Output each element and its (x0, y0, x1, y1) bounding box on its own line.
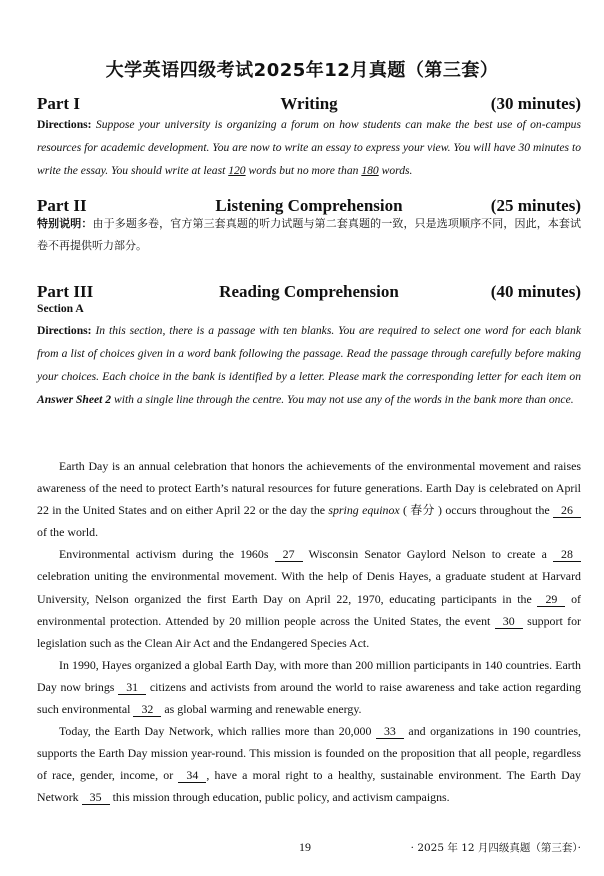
blank-33: 33 (376, 725, 404, 739)
directions-text: Suppose your university is organizing a forum on how students can make the best use of on-campus resources for academic development. You are now to write an essay to express your view. You will have 30 minutes to write the essay. You should write at least (37, 118, 581, 177)
passage-paragraph (37, 654, 581, 720)
blank-34: 34 (178, 769, 206, 783)
passage-text: as global warming and renewable energy. (161, 702, 362, 717)
page-number: 19 (299, 840, 311, 854)
passage-text: Earth Day is an annual celebration that honors the achievements of the environmental movement and raises awareness of the need to protect Earth’s natural resources for future generations. Earth Day is celebrated on April 22 in the United States and on either April 22 or the day the (37, 459, 581, 518)
directions-label: Directions: (37, 324, 92, 337)
passage-text: Today, the Earth Day Network, which rallies more than 20,000 (59, 724, 376, 739)
passage-paragraph (37, 543, 581, 653)
blank-27: 27 (275, 548, 303, 562)
max-words: 180 (361, 164, 379, 177)
passage-term: spring equinox (328, 503, 400, 518)
listening-note (37, 213, 581, 257)
passage-text: Environmental activism during the 1960s (59, 547, 275, 562)
section-label: Section A (37, 302, 84, 315)
passage-paragraph (37, 720, 581, 808)
directions-text: words but no more than (245, 164, 362, 177)
part-label: Part I (37, 94, 80, 113)
directions-text: with a single line through the centre. You may not use any of the words in the bank more than once. (111, 393, 574, 406)
passage-text: of environmental protection. Attended by 20 million people across the United States, the event (37, 591, 581, 628)
answer-sheet-ref: Answer Sheet 2 (37, 393, 112, 406)
passage-text: of the world. (37, 525, 99, 540)
passage-text: ( 春分 ) occurs throughout the (399, 503, 553, 518)
part-name: Writing (280, 94, 338, 113)
part-time: (25 minutes) (490, 196, 581, 215)
passage-text: citizens and activists from around the world to raise awareness and take action regarding such environmental (37, 679, 582, 717)
running-title: · 2025 年 12 月四级真题（第三套）· (410, 842, 581, 854)
passage-text: , have a moral right to a healthy, sustainable environment. The Earth Day Network (37, 768, 581, 805)
blank-35: 35 (82, 791, 110, 805)
reading-directions (37, 319, 581, 411)
part-name: Reading Comprehension (219, 282, 399, 301)
blank-30: 30 (495, 615, 523, 629)
writing-directions (37, 113, 581, 182)
part-time: (40 minutes) (490, 282, 581, 301)
note-text: 由于多题多卷，官方第三套真题的听力试题与第二套真题的一致，只是选项顺序不同，因此，本套试卷不再提供听力部分。 (37, 217, 582, 252)
blank-32: 32 (133, 703, 161, 717)
passage-paragraph (37, 455, 581, 543)
passage-text: support for legislation such as the Clean Air Act and the Endangered Species Act. (37, 613, 581, 650)
passage-text: and organizations in 190 countries, supports the Earth Day mission year-round. This mission is founded on the proposition that all people, regardless of race, gender, income, or (37, 724, 581, 783)
passage-text: In 1990, Hayes organized a global Earth Day, with more than 200 million participants in 140 countries. Earth Day now brings (37, 657, 581, 694)
min-words: 120 (228, 164, 246, 177)
blank-31: 31 (118, 681, 146, 695)
blank-29: 29 (537, 593, 565, 607)
part-label: Part II (37, 196, 87, 215)
directions-text: In this section, there is a passage with ten blanks. You are required to select one word for each blank from a list of choices given in a word bank following the passage. Read the passage through carefully before making your choices. Each choice in the bank is identified by a letter. Please mark the corresponding letter for each item on (37, 324, 581, 383)
part-name: Listening Comprehension (215, 196, 403, 215)
directions-label: Directions: (37, 118, 92, 131)
page-title: 大学英语四级考试2025年12月真题（第三套） (105, 60, 499, 81)
blank-28: 28 (553, 548, 581, 562)
part-3-header (37, 282, 581, 304)
part-label: Part III (37, 282, 94, 301)
passage-text: this mission through education, public policy, and activism campaigns. (109, 790, 450, 805)
directions-text: words. (378, 164, 413, 177)
part-time: (30 minutes) (490, 94, 581, 113)
note-label: 特别说明： (37, 217, 93, 230)
reading-passage (37, 455, 581, 809)
passage-text: celebration uniting the environmental movement. With the help of Denis Hayes, a graduate student at Harvard University, Nelson organized the first Earth Day on April 22, 1970, educating participants in the (37, 569, 581, 606)
blank-26: 26 (553, 504, 581, 518)
passage-text: Wisconsin Senator Gaylord Nelson to create a (302, 547, 553, 562)
